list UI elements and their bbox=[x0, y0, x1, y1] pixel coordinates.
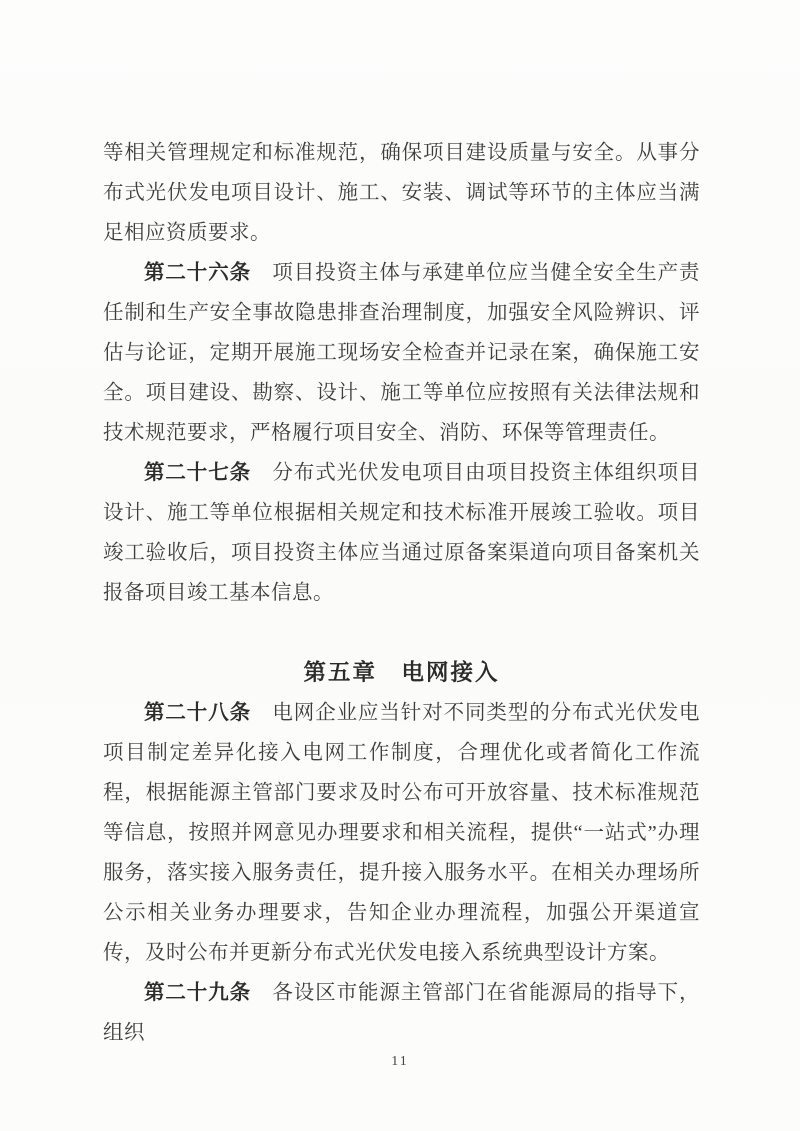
article-29-number: 第二十九条 bbox=[144, 982, 251, 1004]
chapter-5-heading: 第五章 电网接入 bbox=[303, 660, 500, 685]
paragraph-article-28 bbox=[103, 693, 700, 973]
document-body bbox=[103, 133, 700, 1053]
paragraph-continuation: 等相关管理规定和标准规范，确保项目建设质量与安全。从事分布式光伏发电项目设计、施工、安装、调试等环节的主体应当满足相应资质要求。 bbox=[103, 142, 700, 244]
article-28-body: 电网企业应当针对不同类型的分布式光伏发电项目制定差异化接入电网工作制度，合理优化或者简化工作流程，根据能源主管部门要求及时公布可开放容量、技术标准规范等信息，按照并网意见办理要求和相关流程，提供“一站式”办理服务，落实接入服务责任，提升接入服务水平。在相关办理场所公示相关业务办理要求，告知企业办理流程，加强公开渠道宣传，及时公布并更新分布式光伏发电接入系统典型设计方案。 bbox=[103, 702, 700, 964]
article-29-body: 各设区市能源主管部门在省能源局的指导下，组织 bbox=[103, 982, 700, 1044]
paragraph-article-27 bbox=[103, 453, 700, 613]
paragraph-article-29 bbox=[103, 973, 700, 1053]
article-26-body: 项目投资主体与承建单位应当健全安全生产责任制和生产安全事故隐患排查治理制度，加强安全风险辨识、评估与论证，定期开展施工现场安全检查并记录在案，确保施工安全。项目建设、勘察、设计、施工等单位应按照有关法律法规和技术规范要求，严格履行项目安全、消防、环保等管理责任。 bbox=[103, 262, 700, 444]
page-footer bbox=[0, 1052, 800, 1070]
article-27-number: 第二十七条 bbox=[144, 462, 251, 484]
article-26-number: 第二十六条 bbox=[144, 262, 251, 284]
article-27-body: 分布式光伏发电项目由项目投资主体组织项目设计、施工等单位根据相关规定和技术标准开展竣工验收。项目竣工验收后，项目投资主体应当通过原备案渠道向项目备案机关报备项目竣工基本信息。 bbox=[103, 462, 700, 604]
page-number: 11 bbox=[391, 1054, 409, 1069]
paragraph-article-26 bbox=[103, 253, 700, 453]
article-28-number: 第二十八条 bbox=[144, 702, 251, 724]
